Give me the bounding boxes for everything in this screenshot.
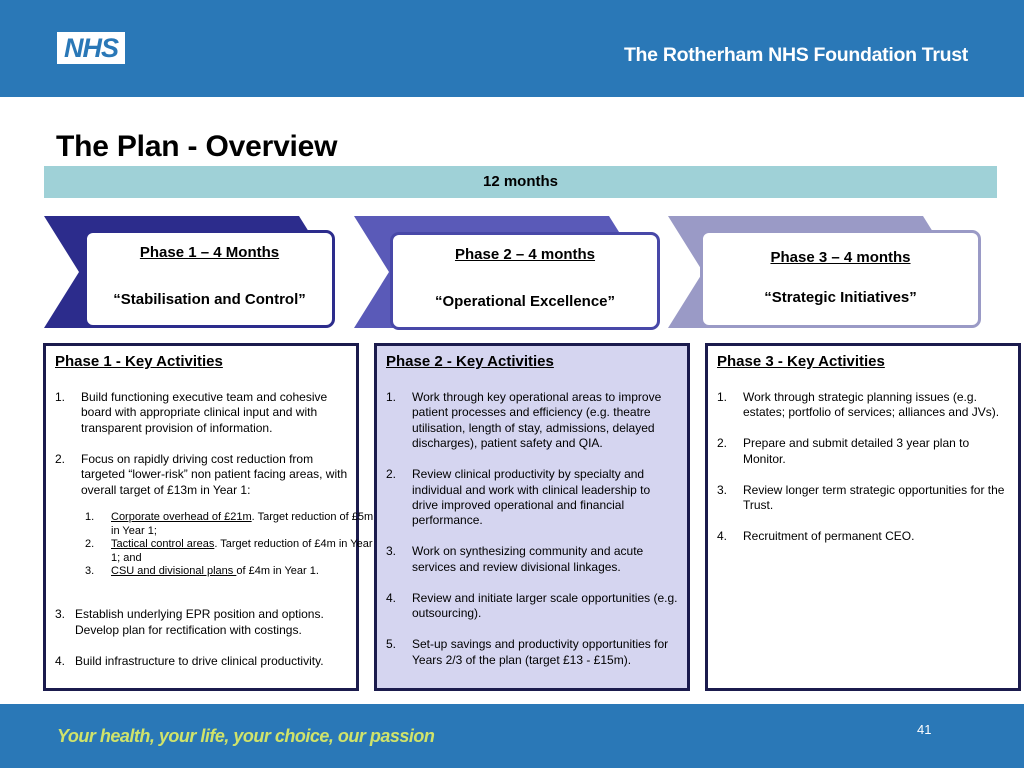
sub-list-item (85, 538, 378, 565)
page-title: The Plan - Overview (56, 130, 338, 163)
phase-1-activities-heading: Phase 1 - Key Activities (55, 353, 223, 370)
cost-reduction-sublist (85, 511, 378, 579)
list-item (55, 390, 348, 436)
sub-list-item (85, 565, 378, 579)
item-text: Build functioning executive team and cohesive board with appropriate clinical input and with transparent provision of information. (81, 390, 328, 435)
list-item (386, 467, 679, 529)
item-number: 3. (386, 544, 397, 559)
page-number: 41 (917, 722, 932, 737)
sub-item-link: Corporate overhead of £21m (111, 511, 252, 524)
list-item (386, 390, 679, 452)
item-number: 1. (55, 390, 66, 404)
sub-item-text: . Target reduction of £4m in Year 1; and (111, 538, 373, 564)
phase-1-box (84, 230, 335, 328)
phase-3-title: Phase 3 – 4 months (770, 249, 911, 266)
phase-2-subtitle: “Operational Excellence” (434, 293, 616, 310)
sub-item-link: CSU and divisional plans (111, 565, 237, 578)
phase-3-activities-panel (705, 343, 1021, 691)
list-item (55, 607, 348, 638)
sub-item-number: 2. (85, 538, 95, 551)
item-number: 1. (386, 390, 397, 404)
item-text: Review longer term strategic opportunities for the Trust. (743, 482, 1005, 513)
item-text: Prepare and submit detailed 3 year plan to Monitor. (743, 436, 970, 466)
item-number: 2. (717, 436, 728, 451)
item-number: 4. (717, 529, 728, 544)
sub-list-item (85, 511, 378, 538)
nhs-logo-text: NHS (63, 33, 118, 63)
list-item (717, 390, 1010, 421)
timeline-bar (44, 166, 997, 198)
list-item (717, 529, 1010, 544)
item-number: 2. (386, 467, 397, 482)
phase-2-activities-panel (374, 343, 690, 691)
item-text: Recruitment of permanent CEO. (743, 529, 915, 544)
footer-slogan: Your health, your life, your choice, our passion (57, 726, 435, 746)
trust-name: The Rotherham NHS Foundation Trust (623, 44, 968, 66)
item-number: 3. (55, 607, 66, 622)
item-text: Work through key operational areas to improve patient processes and efficiency (e.g. theatre utilisation, length of stay, admissions, delayed discharges), patient safety and QIA. (412, 390, 662, 451)
sub-item-number: 1. (85, 511, 95, 524)
list-item (717, 483, 1010, 514)
nhs-logo (57, 32, 125, 64)
item-number: 4. (386, 590, 397, 605)
phase-1-activities-panel (43, 343, 374, 691)
item-text: Set-up savings and productivity opportunities for Years 2/3 of the plan (target £13 - £15m). (412, 637, 669, 667)
sub-item-text: . Target reduction of £5m in Year 1; (111, 511, 374, 537)
phase-1-title: Phase 1 – 4 Months (139, 244, 280, 261)
phase-3-activities-heading: Phase 3 - Key Activities (717, 353, 885, 370)
list-item (386, 591, 679, 622)
item-text: Review and initiate larger scale opportunities (e.g. outsourcing). (412, 590, 678, 621)
item-text: Review clinical productivity by specialty and individual and work with clinical leadership to drive improved operational and financial performance. (412, 467, 651, 528)
item-number: 1. (717, 390, 728, 404)
phase-3-subtitle: “Strategic Initiatives” (764, 289, 917, 306)
list-item (717, 436, 1010, 467)
list-item (386, 637, 679, 668)
header-bar (0, 0, 1024, 97)
list-item (55, 654, 348, 669)
sub-item-link: Tactical control areas (111, 538, 215, 551)
footer-bar (0, 704, 1024, 768)
list-item (55, 451, 374, 592)
item-number: 4. (55, 653, 66, 668)
item-text: Focus on rapidly driving cost reduction from targeted “lower-risk” non patient facing areas, with overall target of £13m in Year 1: (81, 451, 348, 497)
item-text: Work through strategic planning issues (e.g. estates; portfolio of services; alliances and JVs). (743, 390, 1000, 420)
item-text: Work on synthesizing community and acute services and review divisional linkages. (412, 544, 644, 574)
phase-2-title: Phase 2 – 4 months (454, 246, 596, 263)
timeline-label: 12 months (482, 173, 558, 190)
phase-3-box (700, 230, 981, 328)
item-number: 2. (55, 451, 66, 466)
phase-2-box (390, 232, 660, 330)
sub-item-number: 3. (85, 565, 95, 578)
sub-item-text: of £4m in Year 1. (236, 565, 319, 578)
phase-1-subtitle: “Stabilisation and Control” (113, 291, 306, 308)
item-text: Build infrastructure to drive clinical productivity. (75, 653, 324, 668)
phase-2-activities-heading: Phase 2 - Key Activities (386, 353, 554, 370)
item-text: Establish underlying EPR position and options. Develop plan for rectification with costings. (75, 607, 324, 637)
item-number: 3. (717, 482, 728, 497)
list-item (386, 544, 679, 575)
item-number: 5. (386, 637, 397, 652)
